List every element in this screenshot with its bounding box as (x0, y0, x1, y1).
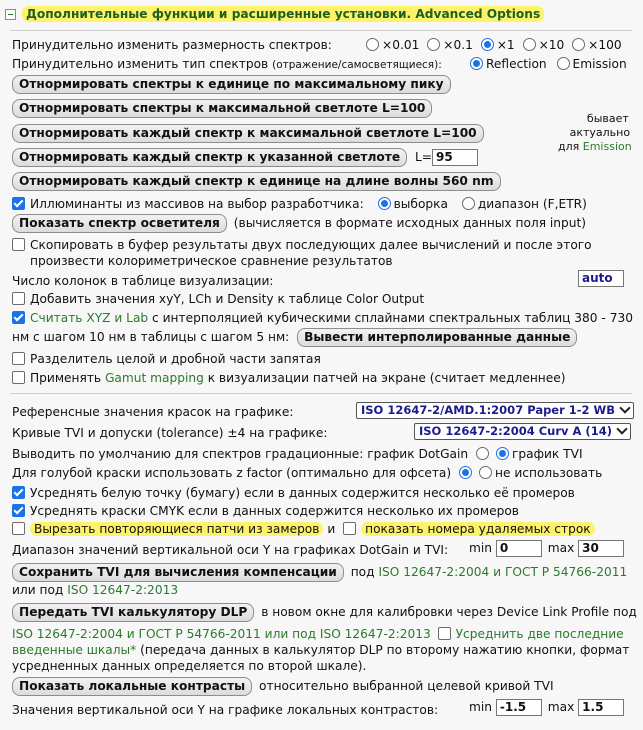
chevron-down-icon (616, 423, 627, 434)
avg-cmyk-label: Усреднять краски CMYK если в данных содержится несколько их промеров (30, 504, 519, 518)
dimension-options (362, 37, 622, 53)
range-label: Диапазон значений вертикальной оси Y на графиках DotGain и TVI: (12, 543, 449, 557)
divider (10, 30, 632, 31)
local-min-input[interactable]: -1.5 (496, 699, 542, 716)
illum-sample-label: выборка (393, 197, 448, 211)
dim-radio-0[interactable] (366, 38, 379, 51)
dim-radio-1[interactable] (427, 38, 440, 51)
emission-radio[interactable] (557, 57, 570, 70)
avg-cmyk-checkbox[interactable] (12, 504, 25, 517)
copy-checkbox[interactable] (12, 238, 25, 251)
copy-label: Скопировать в буфер результаты двух последующих далее вычислений и после этого (30, 238, 592, 252)
illum-sample-radio[interactable] (378, 197, 391, 210)
range-inputs (469, 540, 624, 557)
add-xyy-checkbox[interactable] (12, 292, 25, 305)
tvi-label: Кривые TVI и допуски (tolerance) ±4 на графике: (12, 426, 328, 440)
cut-checkbox[interactable] (12, 522, 25, 535)
dlp-note-2: (передача данных в калькулятор DLP по второму нажатию кнопки, формат (140, 643, 630, 657)
max-label: max (547, 700, 575, 714)
note-line (558, 140, 632, 154)
dlp-note: в новом окне для калибровки через Device Link Profile под (261, 605, 637, 619)
comma-label: Разделитель целой и дробной части запятая (30, 352, 321, 366)
tvi-select[interactable] (414, 423, 631, 440)
emission-label: Emission (572, 57, 627, 71)
ref-select[interactable] (356, 402, 634, 419)
interp-checkbox[interactable] (12, 311, 25, 324)
max-label: max (547, 541, 575, 555)
zfactor-radio[interactable] (459, 466, 472, 479)
ref-label: Референсные значения красок на графике: (12, 405, 294, 419)
collapse-icon[interactable] (5, 9, 16, 20)
local-contrasts-button[interactable]: Показать локальные контрасты (12, 677, 252, 696)
dim-radio-2[interactable] (481, 38, 494, 51)
min-label: min (469, 700, 492, 714)
dim-opt-label: ×0.1 (443, 38, 473, 52)
save-tvi-button[interactable]: Сохранить TVI для вычисления компенсации (12, 563, 344, 582)
xyz-lab-link[interactable]: Считать XYZ и Lab (30, 311, 149, 325)
save-tvi-or: или под (12, 583, 64, 597)
ref-select-value: ISO 12647-2/AMD.1:2007 Paper 1-2 WB (361, 403, 616, 417)
avg-two-checkbox[interactable] (438, 627, 451, 640)
save-tvi-std2-link[interactable]: ISO 12647-2:2013 (67, 583, 179, 597)
normalize-each-l100-button[interactable]: Отнормировать каждый спектр к максимальной светлоте L=100 (12, 124, 484, 143)
reflection-label: Reflection (486, 57, 547, 71)
normalize-l100-button[interactable]: Отнормировать спектры к максимальной светлоте L=100 (12, 99, 432, 118)
save-tvi-under: под (350, 565, 375, 579)
type-label-text: Принудительно изменить тип спектров (12, 57, 269, 71)
dim-radio-3[interactable] (523, 38, 536, 51)
illuminants-checkbox[interactable] (12, 197, 25, 210)
emission-link[interactable]: Emission (582, 140, 632, 153)
note-word: для (558, 140, 580, 153)
dotgain-radio[interactable] (476, 447, 489, 460)
section-header (0, 0, 643, 30)
copy-label-2: произвести колориметрическое сравнение результатов (30, 254, 393, 268)
no-zfactor-radio[interactable] (479, 466, 492, 479)
local-max-input[interactable]: 1.5 (578, 699, 624, 716)
l-label: L= (415, 150, 433, 164)
gamut-link[interactable]: Gamut mapping (104, 371, 204, 385)
dim-opt-label: ×100 (588, 38, 622, 52)
save-tvi-std1-link[interactable]: ISO 12647-2:2004 и ГОСТ Р 54766-2011 (378, 565, 628, 579)
type-note: (отражение/самосветящиеся): (272, 59, 442, 71)
dim-opt-label: ×1 (496, 38, 515, 52)
illum-range-label: диапазон (F,ETR) (477, 197, 587, 211)
gamut-pre: Применять (30, 371, 102, 385)
tvi-select-value: ISO 12647-2:2004 Curv A (14) (419, 424, 612, 438)
avg-white-label: Усреднять белую точку (бумагу) если в данных содержится несколько её промеров (30, 486, 575, 500)
illum-range-radio[interactable] (462, 197, 475, 210)
normalize-peak-button[interactable]: Отнормировать спектры к единице по максимальному пику (12, 75, 451, 94)
avg-white-checkbox[interactable] (12, 486, 25, 499)
note-line: бывает (586, 112, 629, 125)
columns-label: Число колонок в таблице визуализации: (12, 274, 274, 288)
cut-and: и (327, 522, 336, 536)
avg-two-label-2: введенные шкалы* (12, 643, 137, 657)
show-removed-checkbox[interactable] (343, 522, 356, 535)
cut-label: Вырезать повторяющиеся патчи из замеров (30, 522, 323, 536)
reflection-radio[interactable] (470, 57, 483, 70)
dlp-note-3: усредненных данных определяется по второй шкале). (12, 659, 367, 673)
range-min-input[interactable]: 0 (496, 540, 542, 557)
chevron-down-icon (619, 402, 630, 413)
local-contrasts-note: относительно выбранной целевой кривой TVI (259, 679, 554, 693)
dim-opt-label: ×0.01 (382, 38, 420, 52)
illuminants-label: Иллюминанты из массивов на выбор разработчика: (30, 197, 364, 211)
default-out-label: Выводить по умолчанию для спектров градационные: график DotGain (12, 447, 469, 461)
min-label: min (469, 541, 492, 555)
no-zfactor-label: не использовать (495, 466, 603, 480)
emission-note (558, 112, 632, 154)
dlp-std-link[interactable]: ISO 12647-2:2004 и ГОСТ Р 54766-2011 или под ISO 12647-2:2013 (12, 627, 431, 641)
show-illuminant-note: (вычисляется в формате исходных данных поля input) (233, 216, 587, 230)
local-range-inputs (469, 699, 624, 716)
local-range-label: Значения вертикальной оси Y на графике локальных контрастов: (12, 703, 439, 717)
tvi-radio-label: график TVI (511, 447, 583, 461)
type-options (466, 56, 627, 72)
dim-radio-4[interactable] (572, 38, 585, 51)
dlp-button[interactable]: Передать TVI калькулятору DLP (12, 603, 254, 622)
comma-checkbox[interactable] (12, 352, 25, 365)
interp-label-2: нм с шагом 10 нм в таблицы с шагом 5 нм: (12, 330, 290, 344)
normalize-560-button[interactable]: Отнормировать каждый спектр к единице на длине волны 560 nm (12, 172, 501, 191)
type-label (12, 56, 442, 73)
tvi-radio[interactable] (496, 447, 509, 460)
columns-input[interactable]: auto (578, 270, 624, 287)
gamut-post: к визуализации патчей на экране (считает медленнее) (207, 371, 566, 385)
interp-label: с интерполяцией кубическими сплайнами спектральных таблиц 380 - 730 (152, 311, 633, 325)
dim-opt-label: ×10 (538, 38, 565, 52)
add-xyy-label: Добавить значения xyY, LCh и Density к таблице Color Output (30, 292, 425, 306)
range-max-input[interactable]: 30 (578, 540, 624, 557)
normalize-each-l-button[interactable]: Отнормировать каждый спектр к указанной светлоте (12, 148, 407, 167)
divider (10, 393, 632, 394)
show-removed-label: показать номера удаляемых строк (361, 522, 595, 536)
l-value-input[interactable]: 95 (432, 149, 478, 166)
show-illuminant-button[interactable]: Показать спектр осветителя (12, 214, 227, 233)
show-interp-button[interactable]: Вывести интерполированные данные (297, 328, 577, 347)
gamut-checkbox[interactable] (12, 371, 25, 384)
avg-two-label: Усреднить две последние (455, 627, 624, 641)
section-title[interactable]: Дополнительные функции и расширенные установки. Advanced Options (22, 6, 544, 22)
cyan-label: Для голубой краски использовать z factor (оптимально для офсета) (12, 466, 452, 480)
note-line: актуально (569, 126, 631, 139)
dimension-label: Принудительно изменить размерность спектров: (12, 38, 332, 52)
